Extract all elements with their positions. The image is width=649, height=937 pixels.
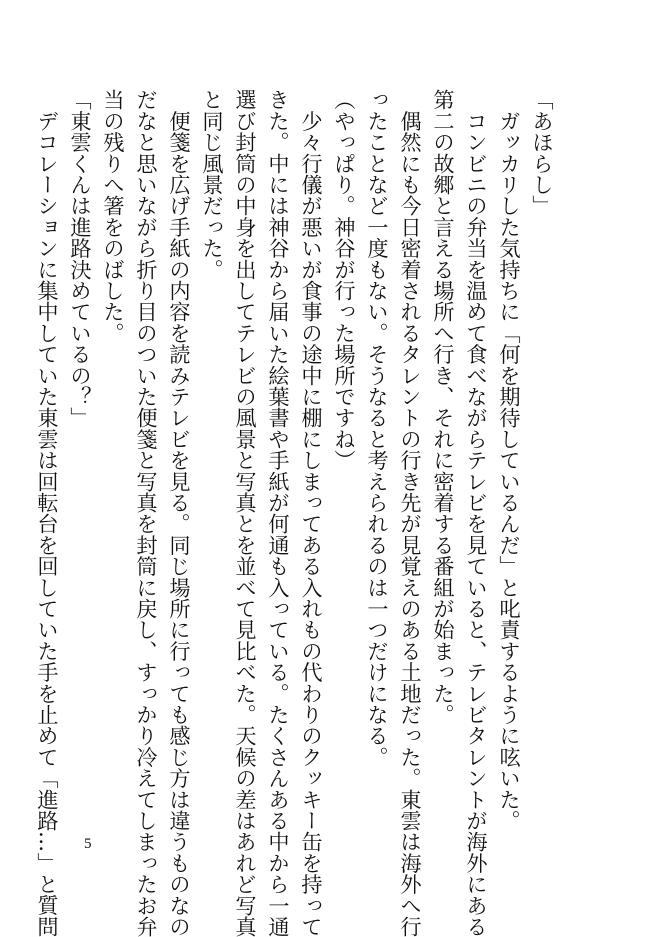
text-line: 少々行儀が悪いが食事の途中に棚にしまってある入れもの代わりのクッキー缶を持って xyxy=(299,89,324,937)
text-line: ったことなど一度もない。そうなると考えられるのは一つだけになる。 xyxy=(365,89,390,768)
text-line: だなと思いながら折り目のついた便箋と写真を封筒に戻し、すっかり冷えてしまったお弁 xyxy=(134,89,159,937)
text-line: 当の残りへ箸をのばした。 xyxy=(101,89,126,344)
text-line: コンビニの弁当を温めて食べながらテレビを見ていると、テレビタレントが海外にある xyxy=(464,89,489,937)
text-line: 便箋を広げ手紙の内容を読みテレビを見る。同じ場所に行っても感じ方は違うものなの xyxy=(167,89,192,937)
text-line: 偶然にも今日密着されるタレントの行き先が見覚えのある土地だった。東雲は海外へ行 xyxy=(398,89,423,937)
text-line: （やっぱり。神谷が行った場所ですね） xyxy=(332,89,357,471)
text-line: 「あほらし」 xyxy=(530,89,555,217)
text-line: ガッカリした気持ちに「何を期待しているんだ」と叱責するように呟いた。 xyxy=(497,89,522,831)
text-line: 選び封筒の中身を出してテレビの風景と写真とを並べて見比べた。天候の差はあれど写真 xyxy=(233,89,258,937)
page-number: 5 xyxy=(84,836,92,852)
text-line: きた。中には神谷から届いた絵葉書や手紙が何通も入っている。たくさんある中から一通 xyxy=(266,89,291,937)
text-line: 「東雲くんは進路決めているの？」 xyxy=(68,89,93,429)
text-line: と同じ風景だった。 xyxy=(200,89,225,280)
text-line: デコレーションに集中していた東雲は回転台を回していた手を止めて「進路…」と質問 xyxy=(35,89,60,937)
text-line: 第二の故郷と言える場所へ行き、それに密着する番組が始まった。 xyxy=(431,89,456,725)
body-text xyxy=(31,89,559,937)
